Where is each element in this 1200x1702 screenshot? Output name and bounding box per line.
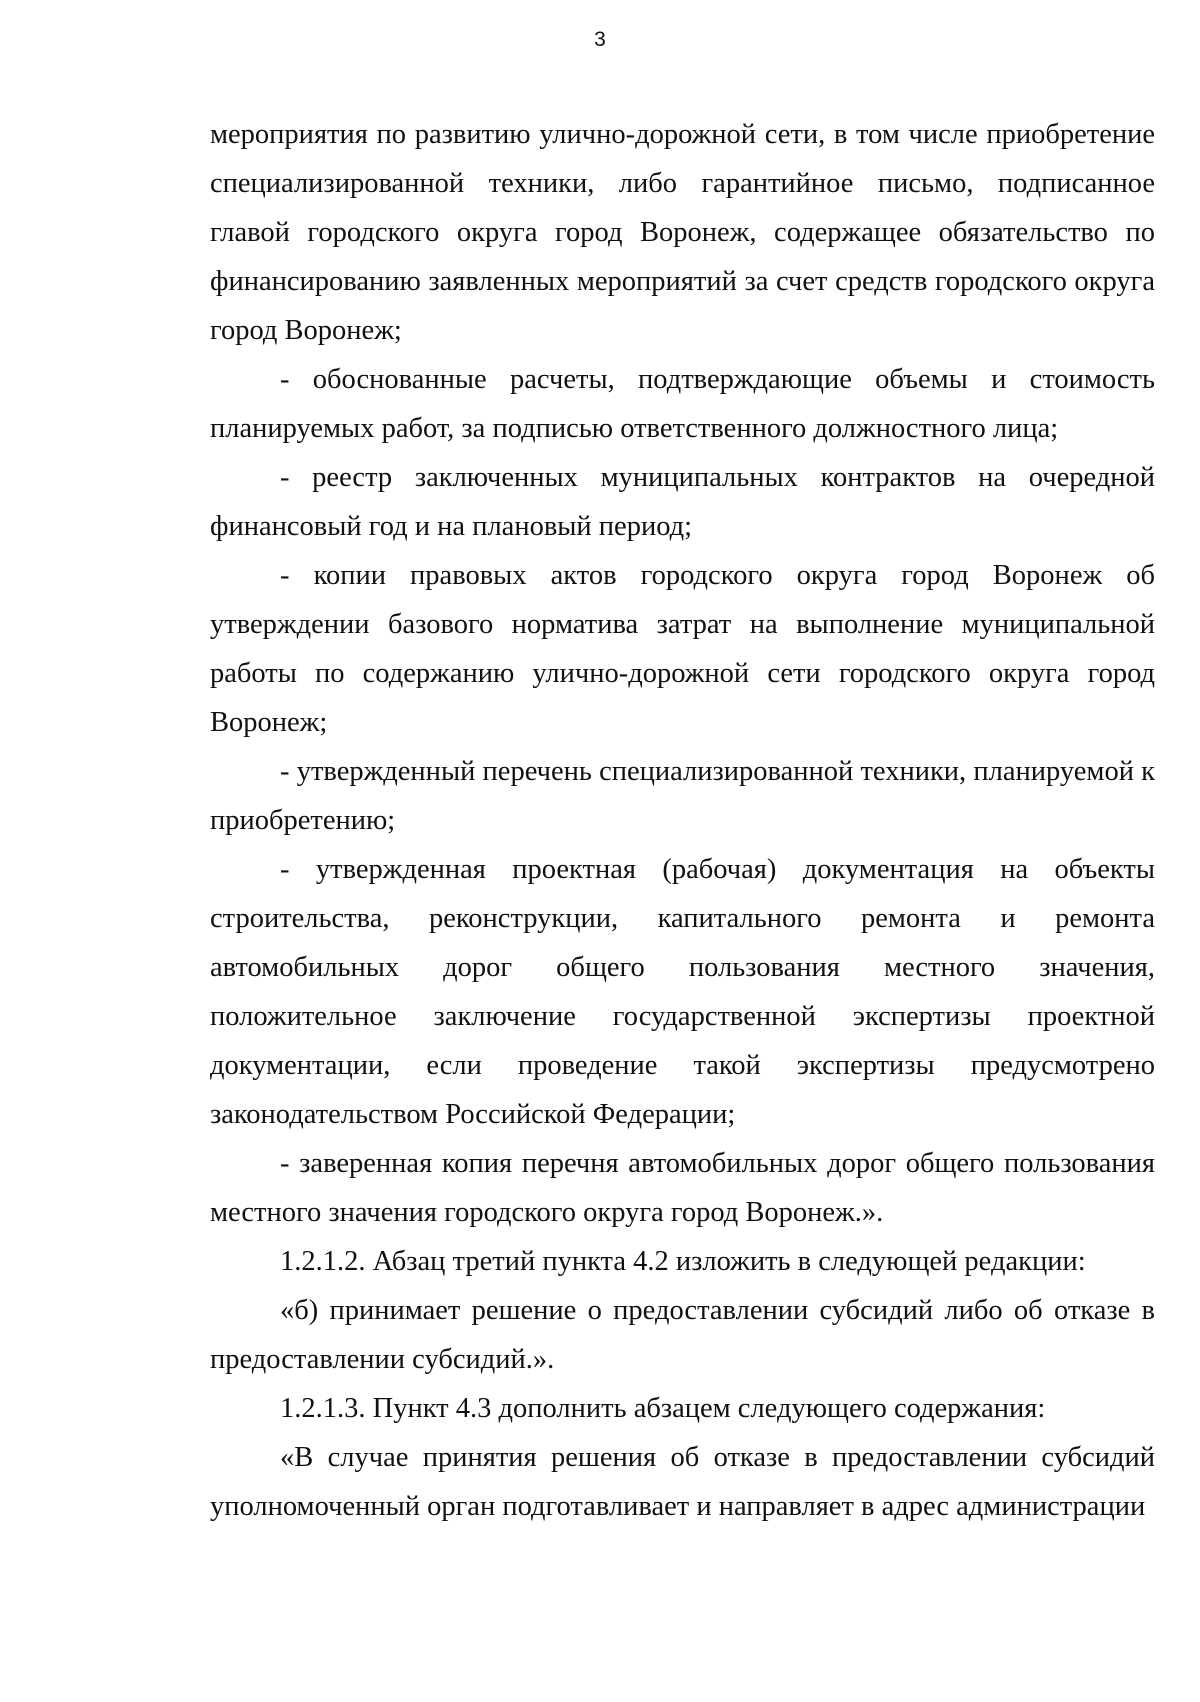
document-body xyxy=(210,110,1155,1531)
page-number: 3 xyxy=(594,28,606,51)
paragraph: - реестр заключенных муниципальных контрактов на очередной финансовый год и на плановый период; xyxy=(210,462,1155,542)
paragraph: мероприятия по развитию улично-дорожной сети, в том числе приобретение специализированной техники, либо гарантийное письмо, подписанное главой городского округа город Воронеж, содержащее обязательство по финансированию заявленных мероприятий за счет средств городского округа город Воронеж; xyxy=(210,119,1155,346)
paragraph: «В случае принятия решения об отказе в предоставлении субсидий уполномоченный орган подготавливает и направляет в адрес администрации xyxy=(210,1442,1155,1522)
paragraph: - обоснованные расчеты, подтверждающие объемы и стоимость планируемых работ, за подписью ответственного должностного лица; xyxy=(210,364,1155,444)
paragraph: - утвержденная проектная (рабочая) документация на объекты строительства, реконструкции, капитального ремонта и ремонта автомобильных дорог общего пользования местного значения, положительное заключение государственной экспертизы проектной документации, если проведение такой экспертизы предусмотрено законодательством Российской Федерации; xyxy=(210,854,1155,1130)
paragraph: «б) принимает решение о предоставлении субсидий либо об отказе в предоставлении субсидий.». xyxy=(210,1295,1155,1375)
paragraph: 1.2.1.2. Абзац третий пункта 4.2 изложить в следующей редакции: xyxy=(280,1246,1086,1277)
paragraph: - утвержденный перечень специализированной техники, планируемой к приобретению; xyxy=(210,756,1155,836)
paragraph: 1.2.1.3. Пункт 4.3 дополнить абзацем следующего содержания: xyxy=(280,1393,1046,1424)
paragraph: - копии правовых актов городского округа город Воронеж об утверждении базового норматива затрат на выполнение муниципальной работы по содержанию улично-дорожной сети городского округа город Воронеж; xyxy=(210,560,1155,738)
paragraph: - заверенная копия перечня автомобильных дорог общего пользования местного значения городского округа город Воронеж.». xyxy=(210,1148,1155,1228)
